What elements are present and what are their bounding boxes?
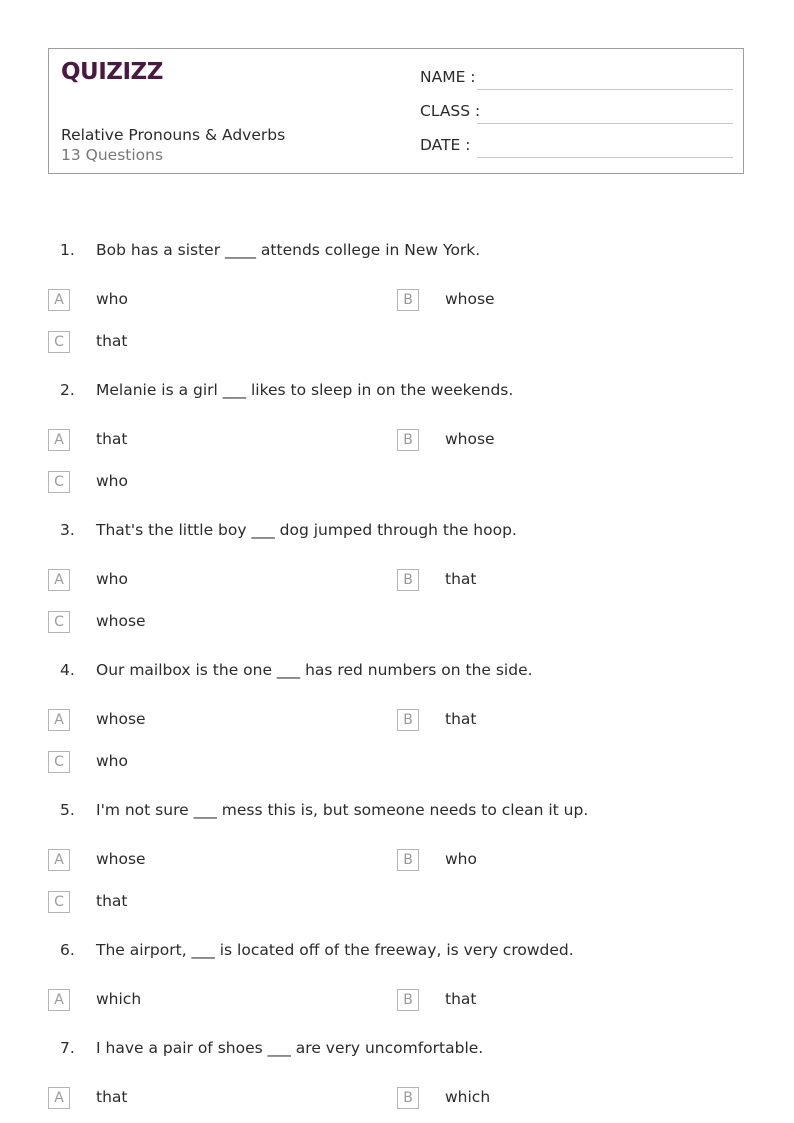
quizizz-logo: QUIZIZZ bbox=[61, 59, 163, 85]
option-letter-box[interactable]: B bbox=[397, 1087, 419, 1109]
option-text: whose bbox=[96, 710, 146, 728]
question-number: 6. bbox=[60, 941, 75, 959]
question-text: Our mailbox is the one ___ has red numbers on the side. bbox=[96, 661, 533, 679]
option-text: that bbox=[96, 332, 128, 350]
question-number: 1. bbox=[60, 241, 75, 259]
option-text: that bbox=[445, 990, 477, 1008]
option-letter-box[interactable]: A bbox=[48, 429, 70, 451]
option-text: whose bbox=[445, 430, 495, 448]
option-text: who bbox=[96, 752, 128, 770]
date-field[interactable] bbox=[477, 157, 733, 158]
option-text: who bbox=[445, 850, 477, 868]
name-label: NAME : bbox=[420, 68, 476, 86]
option-letter-box[interactable]: A bbox=[48, 849, 70, 871]
question-number: 4. bbox=[60, 661, 75, 679]
option-letter-box[interactable]: A bbox=[48, 989, 70, 1011]
option-letter-box[interactable]: B bbox=[397, 429, 419, 451]
option-letter-box[interactable]: B bbox=[397, 849, 419, 871]
class-label: CLASS : bbox=[420, 102, 481, 120]
option-text: which bbox=[445, 1088, 491, 1106]
question-text: Melanie is a girl ___ likes to sleep in on the weekends. bbox=[96, 381, 514, 399]
option-text: whose bbox=[96, 612, 146, 630]
option-text: that bbox=[96, 1088, 128, 1106]
option-text: whose bbox=[445, 290, 495, 308]
worksheet-title: Relative Pronouns & Adverbs bbox=[61, 126, 286, 144]
option-letter-box[interactable]: C bbox=[48, 751, 70, 773]
option-text: that bbox=[96, 430, 128, 448]
question-text: That's the little boy ___ dog jumped through the hoop. bbox=[96, 521, 517, 539]
option-text: which bbox=[96, 990, 142, 1008]
question-text: The airport, ___ is located off of the freeway, is very crowded. bbox=[96, 941, 574, 959]
question-count: 13 Questions bbox=[61, 146, 164, 164]
question-text: I have a pair of shoes ___ are very uncomfortable. bbox=[96, 1039, 484, 1057]
question-number: 3. bbox=[60, 521, 75, 539]
question-number: 7. bbox=[60, 1039, 75, 1057]
option-letter-box[interactable]: B bbox=[397, 989, 419, 1011]
option-letter-box[interactable]: C bbox=[48, 331, 70, 353]
option-letter-box[interactable]: C bbox=[48, 471, 70, 493]
question-number: 2. bbox=[60, 381, 75, 399]
option-letter-box[interactable]: A bbox=[48, 709, 70, 731]
question-text: I'm not sure ___ mess this is, but someone needs to clean it up. bbox=[96, 801, 589, 819]
question-number: 5. bbox=[60, 801, 75, 819]
option-letter-box[interactable]: A bbox=[48, 289, 70, 311]
option-text: that bbox=[445, 570, 477, 588]
date-label: DATE : bbox=[420, 136, 471, 154]
option-letter-box[interactable]: C bbox=[48, 891, 70, 913]
option-letter-box[interactable]: B bbox=[397, 289, 419, 311]
option-letter-box[interactable]: B bbox=[397, 709, 419, 731]
option-text: who bbox=[96, 570, 128, 588]
option-text: that bbox=[445, 710, 477, 728]
option-text: who bbox=[96, 472, 128, 490]
option-letter-box[interactable]: B bbox=[397, 569, 419, 591]
option-letter-box[interactable]: A bbox=[48, 569, 70, 591]
option-text: who bbox=[96, 290, 128, 308]
name-field[interactable] bbox=[477, 89, 733, 90]
option-letter-box[interactable]: A bbox=[48, 1087, 70, 1109]
class-field[interactable] bbox=[477, 123, 733, 124]
option-letter-box[interactable]: C bbox=[48, 611, 70, 633]
option-text: whose bbox=[96, 850, 146, 868]
worksheet-header bbox=[48, 48, 744, 174]
option-text: that bbox=[96, 892, 128, 910]
question-text: Bob has a sister ____ attends college in New York. bbox=[96, 241, 481, 259]
